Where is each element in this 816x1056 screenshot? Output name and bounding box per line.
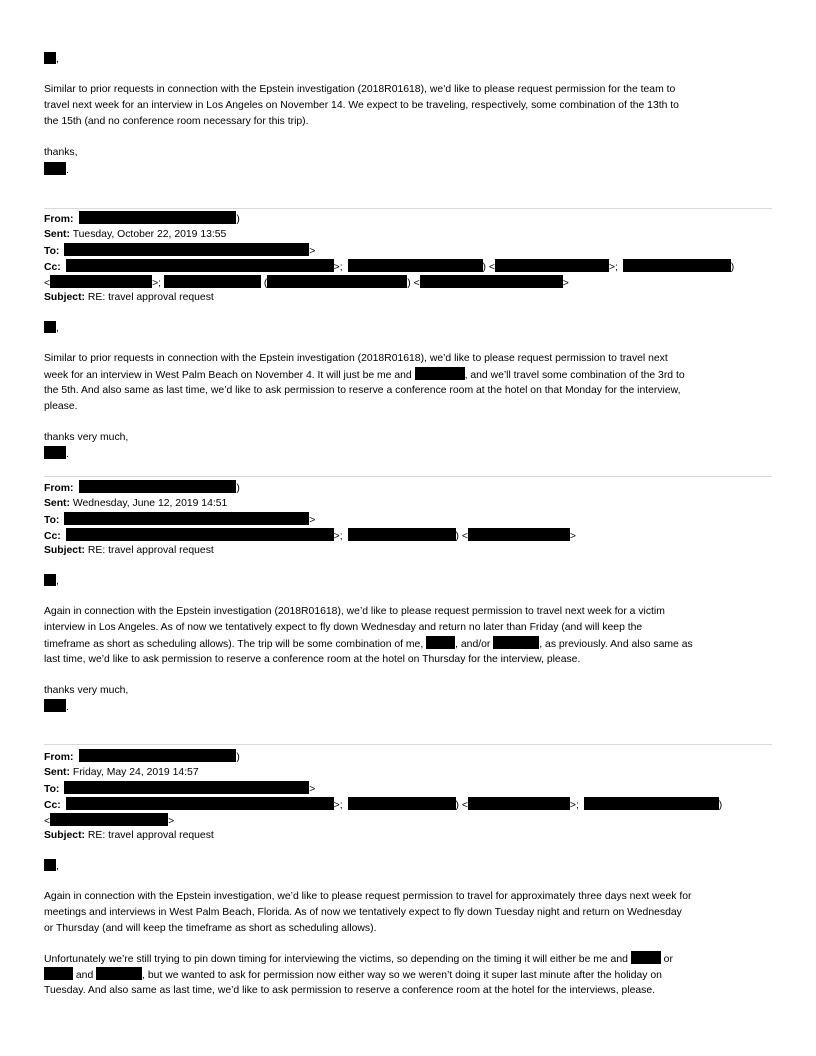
redaction-box (79, 749, 236, 762)
body-line: the 15th (and no conference room necessary for this trip). (44, 116, 309, 127)
body-text: or (663, 954, 673, 965)
redaction-box (267, 275, 407, 288)
body-text: , as previously. And also same as (539, 639, 693, 650)
separator: >; (152, 278, 162, 289)
redaction-box (164, 275, 261, 288)
email-2-closing: thanks very much, (44, 432, 129, 443)
angle: > (309, 784, 316, 795)
cc-label: Cc: (44, 262, 61, 273)
body-line (44, 367, 774, 383)
redaction-box (468, 528, 570, 541)
redaction-box (623, 259, 731, 272)
body-line: Again in connection with the Epstein investigation (2018R01618), we’d like to please request permission to travel next week for a victim (44, 606, 665, 617)
body-line: meetings and interviews in West Palm Beach, Florida. As of now we tentatively expect to fly down Tuesday night and return on Wednesday (44, 907, 682, 918)
redaction-box (79, 480, 236, 493)
separator: < (44, 278, 51, 289)
separator: >; (333, 262, 343, 273)
to-label: To: (44, 246, 60, 257)
email-3-signature (44, 699, 69, 716)
paren: ) (236, 214, 240, 225)
body-text: week for an interview in West Palm Beach on November 4. It will just be me and (44, 370, 412, 381)
redaction-box (50, 275, 152, 288)
from-label: From: (44, 214, 74, 225)
greeting-1 (44, 52, 59, 68)
header-4-from (44, 749, 774, 766)
separator: ) < (407, 278, 420, 289)
redaction-box (415, 367, 465, 380)
subject-value: RE: travel approval request (87, 292, 214, 303)
separator: ) < (482, 262, 495, 273)
redaction-box (64, 243, 309, 256)
email-1-body (44, 82, 774, 130)
separator: >; (333, 531, 343, 542)
redaction-box (66, 528, 334, 541)
separator: > (168, 816, 175, 827)
header-2-from (44, 211, 774, 228)
email-1-signature (44, 162, 69, 179)
body-text: , and/or (455, 639, 491, 650)
from-label: From: (44, 483, 74, 494)
redaction-box (631, 951, 661, 964)
email-1-closing: thanks, (44, 147, 78, 158)
paren: ) (236, 483, 240, 494)
body-line (44, 951, 774, 967)
to-label: To: (44, 515, 60, 526)
header-3-subject (44, 543, 774, 559)
separator: ) < (455, 800, 468, 811)
subject-label: Subject: (44, 830, 85, 841)
body-line: please. (44, 401, 78, 412)
body-line: interview in Los Angeles. As of now we tentatively expect to fly down Wednesday and return no later than Friday (and will keep the (44, 622, 643, 633)
redaction-box (64, 512, 309, 525)
redaction-box (584, 797, 719, 810)
paren: ) (236, 752, 240, 763)
from-label: From: (44, 752, 74, 763)
body-text: and (75, 970, 94, 981)
header-2-cc (44, 259, 774, 276)
greeting-comma: , (56, 576, 59, 587)
greeting-2 (44, 321, 59, 337)
angle: > (309, 515, 316, 526)
header-3-sent (44, 496, 774, 512)
email-2-signature (44, 446, 69, 463)
greeting-3 (44, 574, 59, 590)
redaction-box (66, 797, 334, 810)
header-2-to (44, 243, 774, 260)
header-4-sent (44, 765, 774, 781)
separator: < (44, 816, 51, 827)
separator: ) < (455, 531, 468, 542)
sent-value: Friday, May 24, 2019 14:57 (72, 767, 199, 778)
redaction-box (44, 446, 66, 459)
signature-period: . (66, 702, 69, 713)
redaction-box (96, 967, 142, 980)
redaction-box (348, 797, 456, 810)
separator: ( (263, 278, 268, 289)
header-4-to (44, 781, 774, 798)
header-4-cc (44, 797, 774, 814)
body-text: , but we wanted to ask for permission now either way so we weren’t doing it super last minute after the holiday on (142, 970, 662, 981)
body-line: Again in connection with the Epstein investigation, we’d like to please request permission to travel for approximately three days next week for (44, 891, 692, 902)
redaction-box (44, 574, 56, 586)
redaction-box (44, 52, 56, 64)
angle: > (309, 246, 316, 257)
sent-label: Sent: (44, 498, 70, 509)
redaction-box (420, 275, 563, 288)
email-3-closing: thanks very much, (44, 685, 129, 696)
redaction-box (44, 967, 73, 980)
body-line: the 5th. And also same as last time, we’d like to ask permission to reserve a conference room at the hotel on that Monday for the interview, (44, 385, 681, 396)
redaction-box (44, 321, 56, 333)
redaction-box (44, 162, 66, 175)
to-label: To: (44, 784, 60, 795)
email-4-body-2 (44, 951, 774, 999)
header-3-from (44, 480, 774, 497)
redaction-box (79, 211, 236, 224)
greeting-comma: , (56, 861, 59, 872)
email-4-body-1 (44, 889, 774, 937)
body-line (44, 967, 774, 983)
subject-value: RE: travel approval request (87, 830, 214, 841)
sent-value: Tuesday, October 22, 2019 13:55 (72, 229, 227, 240)
subject-value: RE: travel approval request (87, 545, 214, 556)
separator: >; (608, 262, 618, 273)
redaction-box (426, 636, 455, 649)
body-text: , and we’ll travel some combination of the 3rd to (464, 370, 685, 381)
signature-period: . (66, 449, 69, 460)
subject-label: Subject: (44, 292, 85, 303)
sent-label: Sent: (44, 229, 70, 240)
body-text: timeframe as short as scheduling allows). The trip will be some combination of me, (44, 639, 424, 650)
cc-label: Cc: (44, 800, 61, 811)
header-2-subject (44, 290, 774, 306)
greeting-comma: , (56, 323, 59, 334)
separator: > (569, 531, 576, 542)
body-line: or Thursday (and will keep the timeframe as short as scheduling allows). (44, 923, 377, 934)
redaction-box (64, 781, 309, 794)
body-line: Tuesday. And also same as last time, we’d like to ask permission to reserve a conference room at the hotel for the interviews, please. (44, 985, 656, 996)
body-line: travel next week for an interview in Los Angeles on November 14. We expect to be traveling, respectively, some combination of the 13th to (44, 100, 679, 111)
redaction-box (50, 813, 168, 826)
separator: >; (333, 800, 343, 811)
header-3-to (44, 512, 774, 529)
redaction-box (348, 528, 456, 541)
cc-label: Cc: (44, 531, 61, 542)
message-divider (44, 476, 772, 477)
separator: ) (718, 800, 723, 811)
sent-value: Wednesday, June 12, 2019 14:51 (72, 498, 228, 509)
body-line: Similar to prior requests in connection with the Epstein investigation (2018R01618), we’d like to please request permission to travel next (44, 353, 668, 364)
email-2-body (44, 351, 774, 415)
greeting-4 (44, 859, 59, 875)
signature-period: . (66, 165, 69, 176)
redaction-box (348, 259, 483, 272)
separator: ) (730, 262, 735, 273)
redaction-box (66, 259, 334, 272)
body-line: last time, we’d like to ask permission to reserve a conference room at the hotel on Thursday for the interview, please. (44, 654, 581, 665)
body-line: Similar to prior requests in connection with the Epstein investigation (2018R01618), we’d like to please request permission for the team to (44, 84, 676, 95)
message-divider (44, 744, 772, 745)
separator: > (562, 278, 569, 289)
redaction-box (44, 699, 66, 712)
redaction-box (44, 859, 56, 871)
email-3-body (44, 604, 774, 668)
separator: >; (569, 800, 579, 811)
redaction-box (468, 797, 570, 810)
body-line (44, 636, 774, 652)
redaction-box (493, 636, 539, 649)
body-text: Unfortunately we’re still trying to pin down timing for interviewing the victims, so depending on the timing it will either be me and (44, 954, 628, 965)
subject-label: Subject: (44, 545, 85, 556)
header-2-sent (44, 227, 774, 243)
header-4-subject (44, 828, 774, 844)
message-divider (44, 208, 772, 209)
redaction-box (495, 259, 609, 272)
greeting-comma: , (56, 54, 59, 65)
sent-label: Sent: (44, 767, 70, 778)
